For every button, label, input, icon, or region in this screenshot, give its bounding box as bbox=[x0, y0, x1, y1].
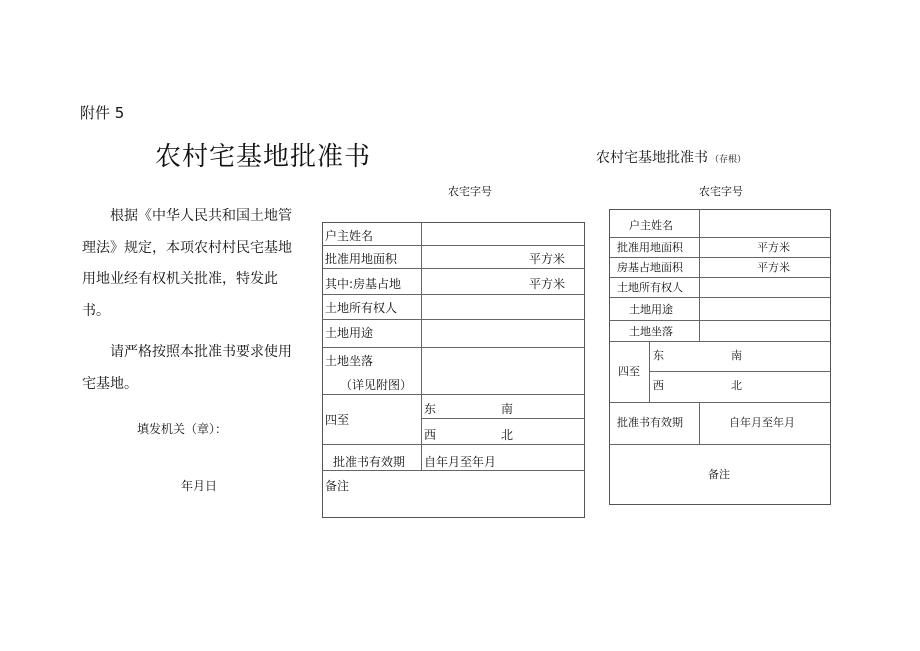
location-label: 土地坐落 bbox=[325, 354, 374, 368]
form-border bbox=[322, 222, 585, 518]
form-rule bbox=[322, 394, 585, 395]
stub-remarks-label: 备注 bbox=[708, 468, 730, 481]
house-area-unit: 平方米 bbox=[529, 277, 566, 291]
stub-north-label: 北 bbox=[731, 379, 742, 392]
stub-rule bbox=[649, 371, 831, 372]
stub-title-text: 农村宅基地批准书 bbox=[596, 150, 708, 166]
stub-east-label: 东 bbox=[653, 349, 664, 362]
stub-house-area-unit: 平方米 bbox=[757, 261, 790, 274]
stub-title-suffix: （存根） bbox=[710, 155, 747, 165]
stub-land-owner-label: 土地所有权人 bbox=[617, 281, 683, 294]
validity-value: 自年月至年月 bbox=[424, 455, 497, 469]
owner-name-label: 户主姓名 bbox=[325, 229, 374, 243]
stub-title bbox=[596, 147, 746, 167]
approval-paragraph: 根据《中华人民共和国土地管理法》规定，本项农村村民宅基地用地业经有权机关批准，特发此书。 bbox=[82, 208, 292, 319]
south-label: 南 bbox=[501, 402, 514, 416]
stub-house-area-label: 房基占地面积 bbox=[617, 261, 683, 274]
land-area-unit: 平方米 bbox=[529, 252, 566, 266]
form-rule bbox=[322, 294, 585, 295]
west-label: 西 bbox=[424, 428, 437, 442]
stub-rule bbox=[609, 341, 831, 342]
stub-west-label: 西 bbox=[653, 379, 664, 392]
stub-rule bbox=[609, 257, 831, 258]
attachment-label: 附件 5 bbox=[80, 104, 125, 122]
house-area-label: 其中:房基占地 bbox=[325, 277, 402, 291]
land-area-label: 批准用地面积 bbox=[325, 252, 398, 266]
form-column-rule bbox=[421, 222, 422, 470]
certificate-number-label: 农宅字号 bbox=[448, 185, 492, 198]
stub-rule bbox=[609, 444, 831, 445]
stub-land-area-label: 批准用地面积 bbox=[617, 241, 683, 254]
validity-label: 批准书有效期 bbox=[333, 455, 406, 469]
stub-column-rule bbox=[699, 402, 700, 444]
form-rule bbox=[421, 418, 585, 419]
boundaries-label: 四至 bbox=[325, 413, 350, 427]
location-note: （详见附图） bbox=[340, 378, 413, 392]
stub-rule bbox=[609, 320, 831, 321]
form-rule bbox=[322, 444, 585, 445]
remarks-label: 备注 bbox=[325, 479, 350, 493]
stub-rule bbox=[609, 297, 831, 298]
stub-south-label: 南 bbox=[731, 349, 742, 362]
land-owner-label: 土地所有权人 bbox=[325, 301, 398, 315]
north-label: 北 bbox=[501, 428, 514, 442]
stub-boundaries-label: 四至 bbox=[618, 365, 640, 378]
land-use-label: 土地用途 bbox=[325, 326, 374, 340]
stub-location-label: 土地坐落 bbox=[629, 325, 673, 338]
form-rule bbox=[322, 319, 585, 320]
stub-column-rule bbox=[699, 209, 700, 341]
stub-land-use-label: 土地用途 bbox=[629, 303, 673, 316]
stub-number-label: 农宅字号 bbox=[699, 185, 743, 198]
stub-validity-value: 自年月至年月 bbox=[729, 416, 795, 429]
stub-validity-label: 批准书有效期 bbox=[617, 416, 683, 429]
issuing-authority: 填发机关（章）： bbox=[137, 422, 228, 436]
form-rule bbox=[322, 347, 585, 348]
certificate-title: 农村宅基地批准书 bbox=[155, 142, 372, 172]
form-rule bbox=[322, 268, 585, 269]
east-label: 东 bbox=[424, 402, 437, 416]
issue-date: 年月日 bbox=[181, 479, 218, 493]
stub-rule bbox=[609, 277, 831, 278]
form-rule bbox=[322, 245, 585, 246]
stub-column-rule bbox=[649, 341, 650, 402]
form-rule bbox=[322, 470, 585, 471]
stub-rule bbox=[609, 237, 831, 238]
stub-owner-name-label: 户主姓名 bbox=[629, 219, 673, 232]
usage-paragraph: 请严格按照本批准书要求使用宅基地。 bbox=[82, 344, 292, 392]
stub-rule bbox=[609, 402, 831, 403]
stub-land-area-unit: 平方米 bbox=[757, 241, 790, 254]
